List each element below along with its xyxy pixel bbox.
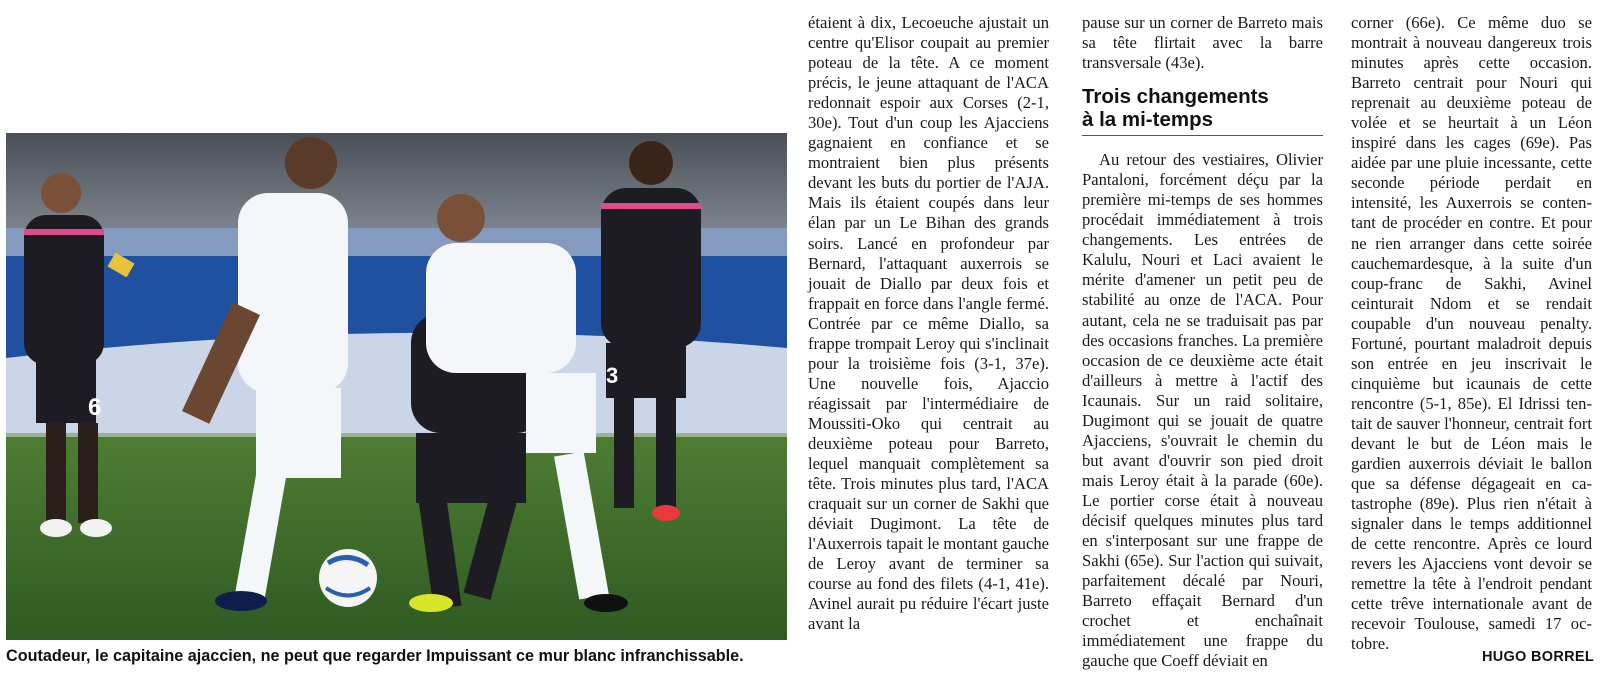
article-column-3	[1351, 13, 1592, 655]
article-paragraph: étaient à dix, Lecoeuche ajustait un centre qu'Elisor coupait au premier poteau de la tête. A ce moment précis, le jeune attaquant de l'ACA redonnait espoir aux Corses (2-1, 30e). Tout d'un coup les Ajacciens gagnaient en confiance et se montraient bien plus présents devant les buts du portier de l'AJA. Mais ils étaient coupés dans leur élan par un Le Bihan des grands soirs. Lancé en profondeur par Bernard, l'attaquant auxerrois se jouait de Diallo par deux fois et frappait en force dans l'angle fermé. Contrée par ce même Diallo, sa frappe trompait Leroy qui s'inclinait pour la troisième fois (3-1, 37e). Une nouvelle fois, Ajaccio réagissait par l'intermédiaire de Moussiti-Oko qui centrait au deuxième poteau pour Barreto, lequel manquait complètement sa tête. Trois minutes plus tard, l'ACA craquait sur un corner de Sakhi que déviait Dugimont. La tête de l'Auxerrois tapait le montant gauche de Leroy avant de terminer sa course au fond des filets (4-1, 41e). Avinel aurait pu réduire l'écart juste avant la	[808, 13, 1049, 634]
section-subheading	[1082, 85, 1323, 136]
author-byline: HUGO BORREL	[1481, 649, 1594, 665]
match-photo	[6, 133, 787, 640]
subheading-line-1: Trois changements	[1082, 85, 1269, 109]
jersey-number-left: 6	[88, 394, 102, 421]
match-photo-illustration	[6, 133, 787, 640]
article-column-1	[808, 13, 1049, 634]
article-paragraph: pause sur un corner de Barreto mais sa tête flirtait avec la barre transversale (43e).	[1082, 13, 1323, 73]
article-paragraph: Au retour des vestiaires, Olivier Pantaloni, forcément déçu par la première mi-temps de ses hommes procédait immédiatement à trois changements. Les entrées de Kalulu, Nouri et Laci avaient le mérite d'amener un petit peu de stabilité au onze de l'ACA. Pour autant, cela ne se traduisait pas par des occasions franches. La première occasion de ce deuxième acte était d'ailleurs à mettre à l'actif des Icaunais. Sur un raid solitaire, Dugimont qui se jouait de quatre Ajacciens, s'ouvrait le chemin du but avant d'ouvrir son pied droit mais Leroy était à la parade (60e). Le portier corse était à nouveau décisif quelques minutes plus tard en s'interposant sur une frappe de Sakhi (65e). Sur l'action qui suivait, parfaitement décalé par Nouri, Barreto effaçait Bernard d'un crochet et enchaînait immédiatement une frappe du gauche que Coeff déviait en	[1082, 150, 1323, 671]
article-column-2	[1082, 13, 1323, 671]
football	[319, 549, 377, 607]
subheading-line-2: à la mi-temps	[1082, 108, 1214, 132]
photo-caption: Coutadeur, le capitaine ajaccien, ne peut que regarder Impuissant ce mur blanc infranchissable.	[6, 647, 744, 665]
article-paragraph: corner (66e). Ce même duo se montrait à nouveau dangereux trois minutes après cette occasion. Barreto centrait pour Nouri qui reprenait au deuxième poteau de volée et se heurtait à un Léon inspiré dans les cages (69e). Pas aidée par une pluie incessante, cette seconde période perdait en intensité, les Auxerrois se contentant de procéder en contre. Et pour ne rien arranger dans cette soirée cauchemardesque, à la suite d'un coup-franc de Sakhi, Avinel ceinturait Ndom et se rendait coupable d'un nouveau penalty. Fortuné, pourtant maladroit depuis son entrée en jeu inscrivait le cinquième but icaunais de cette rencontre (5-1, 85e). El Idrissi tentait de sauver l'honneur, centrait fort devant le but de Léon mais le gardien auxerrois déviait le ballon que sa défense dégageait en catastrophe (89e). Plus rien n'était à signaler dans le temps additionnel de cette rencontre. Après ce lourd revers les Ajacciens vont devoir se remettre la tête à l'endroit pendant cette trêve internationale avant de recevoir Toulouse, samedi 17 octobre.	[1351, 13, 1592, 654]
jersey-number-right: 3	[606, 363, 619, 388]
